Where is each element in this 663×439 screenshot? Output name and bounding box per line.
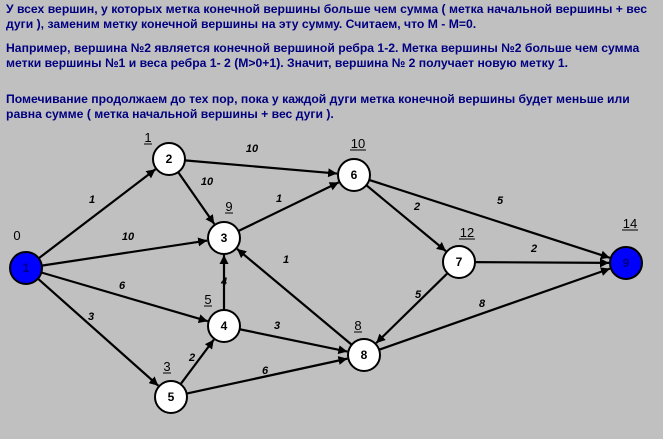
edge-weight-1-2: 1: [88, 194, 96, 206]
node-3: [208, 199, 240, 254]
node-mark-2: 1: [144, 130, 152, 145]
node-6: [338, 136, 370, 191]
node-mark-4: 5: [204, 292, 212, 307]
edge-2-6: [185, 160, 337, 173]
node-9: [610, 216, 642, 279]
edge-7-8: [376, 273, 447, 343]
edge-weight-1-3: 10: [121, 231, 135, 243]
paragraph-example: Например, вершина №2 является конечной вершиной ребра 1-2. Метка вершины №2 больше чем сумма метки вершины №1 и веса ребра 1- 2 (М>0+1). Значит, вершина № 2 получает новую метку 1.: [6, 41, 640, 70]
edge-weight-2-3: 10: [200, 176, 214, 188]
edge-weight-8-9: 8: [478, 298, 486, 310]
node-label-4: 4: [220, 319, 228, 333]
edges-layer: [38, 143, 610, 394]
node-label-6: 6: [350, 168, 358, 182]
edge-weight-4-8: 3: [273, 320, 281, 332]
edge-weight-2-6: 10: [245, 143, 259, 155]
edge-1-2: [39, 169, 156, 258]
edge-4-8: [240, 329, 348, 351]
edge-weight-6-7: 2: [413, 201, 421, 213]
node-label-7: 7: [455, 255, 463, 269]
node-label-5: 5: [167, 390, 175, 404]
edge-6-7: [366, 185, 446, 251]
node-2: [144, 130, 185, 175]
node-5: [155, 359, 187, 413]
edge-weight-6-9: 5: [496, 195, 504, 207]
node-mark-3: 9: [225, 199, 233, 214]
node-4: [204, 292, 240, 342]
node-7: [443, 225, 475, 278]
node-label-3: 3: [220, 231, 228, 245]
edge-3-6: [238, 182, 338, 231]
node-mark-6: 10: [350, 136, 366, 151]
node-label-2: 2: [165, 152, 173, 166]
edge-weight-7-9: 2: [530, 243, 538, 255]
edge-weight-3-6: 1: [275, 193, 283, 205]
edge-weight-1-4: 6: [118, 280, 126, 292]
node-mark-7: 12: [459, 225, 475, 240]
node-1: [10, 228, 42, 284]
edge-weight-4-3: 4: [220, 276, 228, 288]
paragraph-continue: Помечивание продолжаем до тех пор, пока у каждой дуги метка конечной вершины будет меньше или равна сумме ( метка начальной вершины + вес дуги ).: [6, 92, 630, 121]
edge-weight-1-5: 3: [87, 311, 95, 323]
paragraph-update-rule: У всех вершин, у которых метка конечной вершины больше чем сумма ( метка начальной вершины + вес дуги ), заменим метку конечной вершины на эту сумму. Считаем, что М - М=0.: [6, 2, 648, 31]
edge-8-3: [237, 249, 352, 345]
edge-1-5: [38, 279, 158, 386]
node-mark-5: 3: [163, 359, 171, 374]
edge-weight-7-8: 5: [414, 289, 422, 301]
node-label-1: 1: [22, 261, 30, 275]
edge-7-9: [475, 262, 609, 263]
edge-5-4: [181, 340, 214, 385]
node-mark-9: 14: [622, 216, 638, 231]
edge-weight-8-3: 1: [282, 254, 290, 266]
edge-8-9: [379, 269, 610, 350]
edge-1-3: [42, 241, 207, 266]
node-mark-8: 8: [354, 318, 362, 333]
edge-weight-5-4: 2: [188, 352, 196, 364]
edge-weight-5-8: 6: [261, 365, 269, 377]
node-label-8: 8: [360, 348, 368, 362]
node-label-9: 9: [622, 256, 630, 270]
node-8: [348, 318, 380, 371]
node-mark-1: 0: [13, 228, 21, 243]
